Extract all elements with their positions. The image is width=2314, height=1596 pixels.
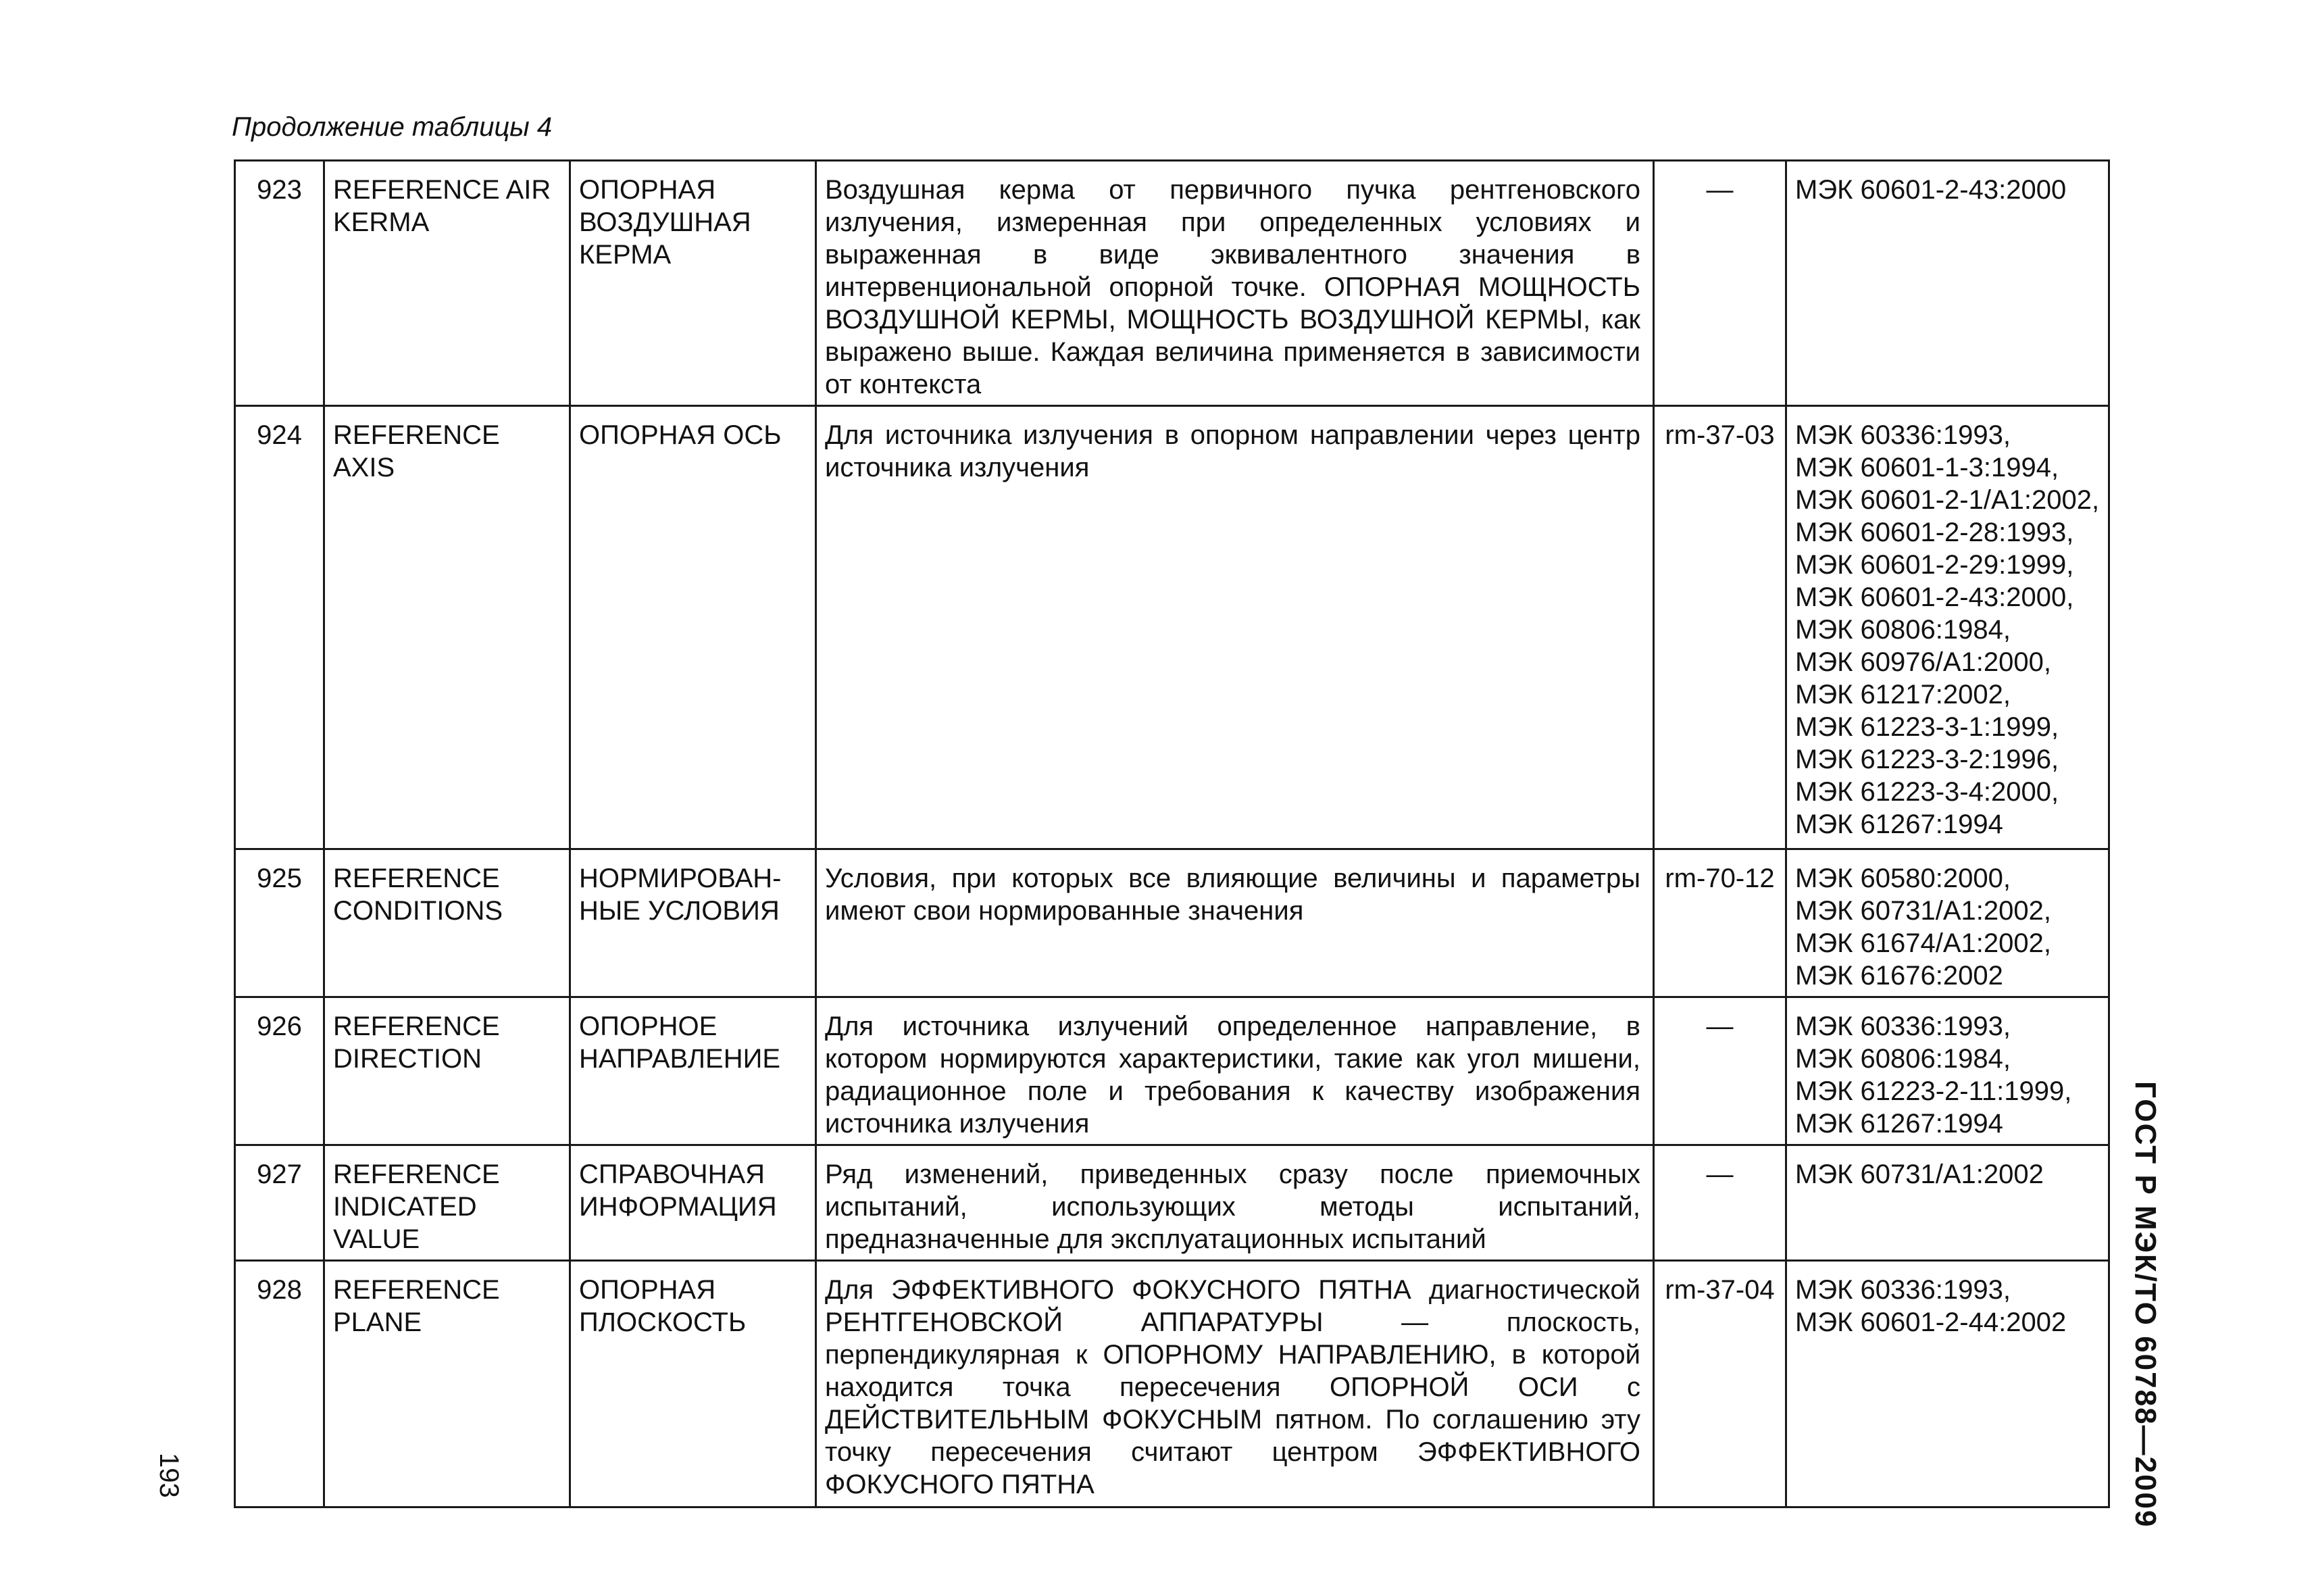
term-number: 925 bbox=[235, 849, 324, 997]
term-definition: Воздушная керма от первичного пучка рентгеновского излучения, измеренная при определенных условиях и выраженная в виде эквивалентного значения в интервенциональной опорной точке. ОПОРНАЯ МОЩНОСТЬ ВОЗДУШНОЙ КЕРМЫ, МОЩНОСТЬ ВОЗДУШНОЙ КЕРМЫ, как выражено выше. Каждая величина применяется в зависимости от контекста bbox=[816, 161, 1654, 406]
table-row bbox=[235, 1261, 2109, 1507]
term-russian: ОПОРНАЯ ВОЗДУШНАЯ КЕРМА bbox=[570, 161, 816, 406]
term-standards: МЭК 60336:1993, МЭК 60601-2-44:2002 bbox=[1786, 1261, 2109, 1507]
term-standards: МЭК 60580:2000, МЭК 60731/А1:2002, МЭК 61674/А1:2002, МЭК 61676:2002 bbox=[1786, 849, 2109, 997]
term-russian: СПРАВОЧНАЯ ИНФОРМАЦИЯ bbox=[570, 1145, 816, 1261]
terms-table bbox=[234, 159, 2110, 1508]
term-reference: — bbox=[1654, 161, 1786, 406]
term-definition: Условия, при которых все влияющие величины и параметры имеют свои нормированные значения bbox=[816, 849, 1654, 997]
term-russian: НОРМИРОВАН- НЫЕ УСЛОВИЯ bbox=[570, 849, 816, 997]
term-standards: МЭК 60336:1993, МЭК 60601-1-3:1994, МЭК 60601-2-1/А1:2002, МЭК 60601-2-28:1993, МЭК 60601-2-29:1999, МЭК 60601-2-43:2000, МЭК 60806:1984, МЭК 60976/А1:2000, МЭК 61217:2002, МЭК 61223-3-1:1999, МЭК 61223-3-2:1996, МЭК 61223-3-4:2000, МЭК 61267:1994 bbox=[1786, 406, 2109, 849]
page-number: 193 bbox=[154, 1453, 184, 1498]
table-row bbox=[235, 849, 2109, 997]
term-definition: Ряд изменений, приведенных сразу после приемочных испытаний, использующих методы испытаний, предназначенные для эксплуатационных испытаний bbox=[816, 1145, 1654, 1261]
term-reference: rm-70-12 bbox=[1654, 849, 1786, 997]
term-standards: МЭК 60601-2-43:2000 bbox=[1786, 161, 2109, 406]
term-english: REFERENCE CONDITIONS bbox=[324, 849, 570, 997]
term-english: REFERENCE INDICATED VALUE bbox=[324, 1145, 570, 1261]
term-number: 926 bbox=[235, 997, 324, 1145]
table-row bbox=[235, 1145, 2109, 1261]
term-reference: — bbox=[1654, 1145, 1786, 1261]
term-standards: МЭК 60731/А1:2002 bbox=[1786, 1145, 2109, 1261]
term-english: REFERENCE AXIS bbox=[324, 406, 570, 849]
term-english: REFERENCE DIRECTION bbox=[324, 997, 570, 1145]
term-definition: Для источника излучения в опорном направлении через центр источника излучения bbox=[816, 406, 1654, 849]
term-reference: rm-37-03 bbox=[1654, 406, 1786, 849]
table-row bbox=[235, 161, 2109, 406]
term-number: 927 bbox=[235, 1145, 324, 1261]
term-number: 924 bbox=[235, 406, 324, 849]
term-number: 923 bbox=[235, 161, 324, 406]
term-russian: ОПОРНАЯ ПЛОСКОСТЬ bbox=[570, 1261, 816, 1507]
document-title: ГОСТ Р МЭК/ТО 60788—2009 bbox=[2129, 1081, 2162, 1528]
term-english: REFERENCE PLANE bbox=[324, 1261, 570, 1507]
term-standards: МЭК 60336:1993, МЭК 60806:1984, МЭК 61223-2-11:1999, МЭК 61267:1994 bbox=[1786, 997, 2109, 1145]
term-reference: — bbox=[1654, 997, 1786, 1145]
table-row bbox=[235, 997, 2109, 1145]
table-caption: Продолжение таблицы 4 bbox=[232, 112, 553, 142]
term-russian: ОПОРНОЕ НАПРАВЛЕНИЕ bbox=[570, 997, 816, 1145]
table-row bbox=[235, 406, 2109, 849]
term-definition: Для ЭФФЕКТИВНОГО ФОКУСНОГО ПЯТНА диагностической РЕНТГЕНОВСКОЙ АППАРАТУРЫ — плоскость, перпендикулярная к ОПОРНОМУ НАПРАВЛЕНИЮ, в которой находится точка пересечения ОПОРНОЙ ОСИ с ДЕЙСТВИТЕЛЬНЫМ ФОКУСНЫМ пятном. По соглашению эту точку пересечения считают центром ЭФФЕКТИВНОГО ФОКУСНОГО ПЯТНА bbox=[816, 1261, 1654, 1507]
term-russian: ОПОРНАЯ ОСЬ bbox=[570, 406, 816, 849]
term-reference: rm-37-04 bbox=[1654, 1261, 1786, 1507]
term-number: 928 bbox=[235, 1261, 324, 1507]
term-definition: Для источника излучений определенное направление, в котором нормируются характеристики, такие как угол мишени, радиационное поле и требования к качеству изображения источника излучения bbox=[816, 997, 1654, 1145]
term-english: REFERENCE AIR KERMA bbox=[324, 161, 570, 406]
